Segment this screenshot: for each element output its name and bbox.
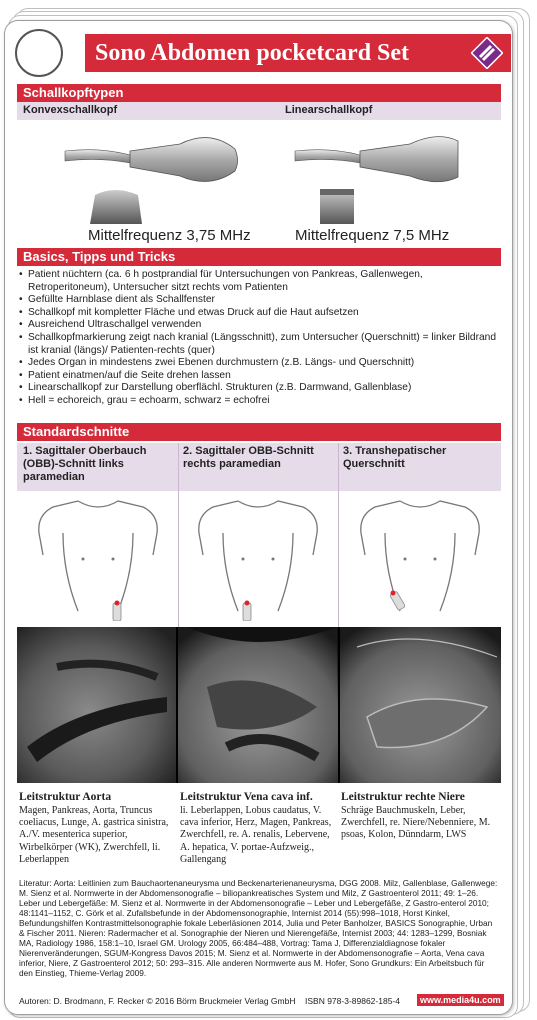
title-bar <box>85 34 511 72</box>
tip-item: • Ausreichend Ultraschallgel verwenden <box>19 319 501 332</box>
plane-1-title: 1. Sagittaler Oberbauch (OBB)-Schnitt links paramedian <box>23 445 147 483</box>
linear-probe-icon <box>290 129 470 224</box>
plane-3-title: 3. Transhepatischer Querschnitt <box>343 445 447 470</box>
tip-item: • Patient nüchtern (ca. 6 h postprandial für Untersuchungen von Pankreas, Gallenwegen, Retroperitoneum), Untersucher sitzt rechts vom Patienten <box>19 269 501 294</box>
torso-diagram-2-icon <box>183 493 333 621</box>
pocketcard <box>4 20 513 1015</box>
footer-isbn: ISBN 978-3-89862-185-4 <box>305 996 400 1006</box>
ultrasound-images <box>17 627 501 783</box>
section-header-tips: Basics, Tipps und Tricks <box>17 248 501 266</box>
tip-item: • Patient einatmen/auf die Seite drehen lassen <box>19 370 501 383</box>
torso-diagram-1-icon <box>23 493 173 621</box>
probe-subheader <box>17 102 501 120</box>
convex-probe-icon <box>60 129 240 224</box>
tip-item: • Linearschallkopf zur Darstellung oberflächl. Strukturen (z.B. Darmwand, Gallenblase) <box>19 382 501 395</box>
footer-authors: Autoren: D. Brodmann, F. Recker © 2016 Börm Bruckmeier Verlag GmbH <box>19 996 296 1006</box>
column-divider <box>178 443 179 627</box>
plane-3-lead-structure: Leitstruktur rechte Niere <box>341 791 465 803</box>
plane-1-lead-structure: Leitstruktur Aorta <box>19 791 112 803</box>
tip-item: • Gefüllte Harnblase dient als Schallfenster <box>19 294 501 307</box>
plane-3-structures: Schräge Bauchmuskeln, Leber, Zwerchfell, re. Niere/Nebenniere, M. psoas, Kolon, Dünndarm, LWS <box>341 805 491 841</box>
section-header-planes: Standardschnitte <box>17 423 501 441</box>
plane-2-lead-structure: Leitstruktur Vena cava inf. <box>180 791 313 803</box>
tip-item: • Jedes Organ in mindestens zwei Ebenen durchmustern (z.B. Längs- und Querschnitt) <box>19 357 501 370</box>
card-title: Sono Abdomen pocketcard Set <box>95 40 410 66</box>
literature-references: Literatur: Aorta: Leitlinien zum Bauchaortenaneurysma und Beckenarterienaneurysma, DGG 2008. Milz, Gallenblase, Gallenwege: M. Sienz et al. Normwerte in der Abdomensonografie – biliopankreatisches System und Milz, Z Gastroenterol 2011; 49: 1–26. Leber und Lebergefäße: M. Sienz et al. Normwerte in der Abdomensonografie – Leber und Lebergefäße, Z Gastro-enterol 2010; 48:1141–1152, C. Görk et al. Zufallsbefunde in der Abdomensonographie, Internist 2014 (55):998–1018, Horst Kinkel, Befundungshilfen Kontrastmittelsonographie fokale Leberläsionen 2014, Julia und Peter Banholzer, BASICS Sonographie, Urban & Fischer 2011. Nieren: Radermacher et al. Sonographie der Nieren und Nierengefäße, Internist 2003; 44: 1283–1299, Bosniak MA, Radiology 1986, 158:1–10, Israel GM. Urology 2005, 66:484–488, Vortrag: Tama J, Differenzialdiagnose fokaler Nierenveränderungen, SGUM-Kongress Davos 2015; M. Sienz et al. Normwerte in der Abdomensonografie – Aorta, Vena cava inferior, Niere, Z Gastroenterol 2012; 50: 293–315. Alle anderen Normwerte aus M. Hofer, Sono Grundkurs: Ein Arbeitsbuch für den Einstieg, Thieme-Verlag 2009. <box>19 878 498 978</box>
plane-2-structures: li. Leberlappen, Lobus caudatus, V. cava inferior, Herz, Magen, Pankreas, Zwerchfell, re. A. renalis, Lebervene, A. hepatica, V. portae-Aufzweig., Gallengang <box>180 805 332 865</box>
planes-subheader <box>17 443 501 491</box>
tip-item: • Hell = echoreich, grau = echoarm, schwarz = echofrei <box>19 395 501 408</box>
punch-hole <box>15 29 63 77</box>
section-header-probes: Schallkopftypen <box>17 84 501 102</box>
plane-2-title: 2. Sagittaler OBB-Schnitt rechts paramedian <box>183 445 314 470</box>
plane-1-structures: Magen, Pankreas, Aorta, Truncus coeliacus, Lunge, A. gastrica sinistra, A./V. mesenterica superior, Wirbelkörper (WK), Zwerchfell, li. Leberlappen <box>19 805 169 865</box>
tips-list <box>19 269 501 408</box>
torso-diagram-3-icon <box>345 493 495 621</box>
brand-logo-icon <box>471 37 503 69</box>
convex-frequency: Mittelfrequenz 3,75 MHz <box>88 227 251 244</box>
footer-url[interactable]: www.media4u.com <box>417 994 504 1006</box>
tip-item: • Schallkopfmarkierung zeigt nach kranial (Längsschnitt), zum Untersucher (Querschnitt) = linker Bildrand ist kranial (längs)/ Patienten-rechts (quer) <box>19 332 501 357</box>
linear-probe-label: Linearschallkopf <box>285 104 373 116</box>
linear-frequency: Mittelfrequenz 7,5 MHz <box>295 227 450 244</box>
convex-probe-label: Konvexschallkopf <box>23 104 118 116</box>
tip-item: • Schallkopf mit kompletter Fläche und etwas Druck auf die Haut aufsetzen <box>19 307 501 320</box>
column-divider <box>338 443 339 627</box>
